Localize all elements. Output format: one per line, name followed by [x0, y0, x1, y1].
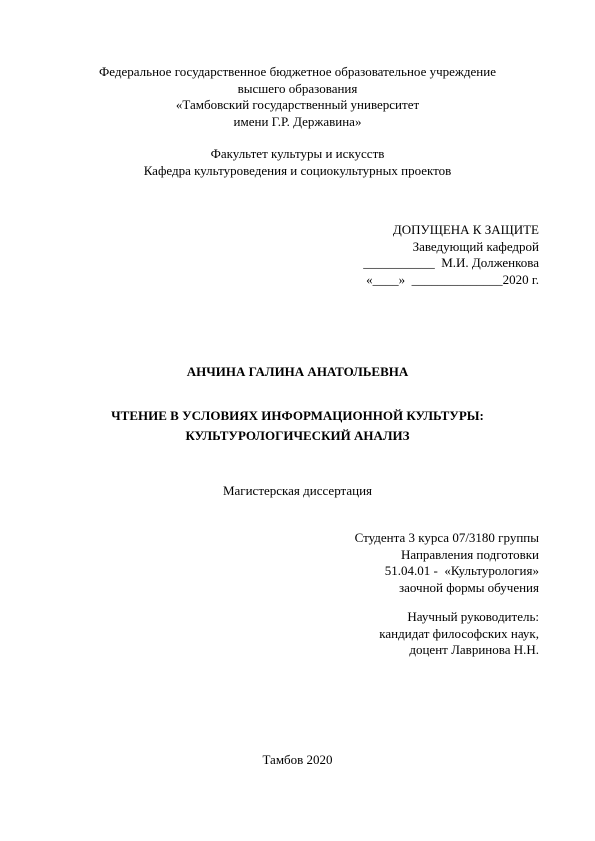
- approval-signature: ___________ М.И. Долженкова: [363, 255, 539, 270]
- university-header: [0, 64, 595, 130]
- supervisor-degree: кандидат философских наук,: [379, 625, 539, 641]
- header-line-3: «Тамбовский государственный университет: [175, 97, 420, 112]
- thesis-title-line-2: КУЛЬТУРОЛОГИЧЕСКИЙ АНАЛИЗ: [185, 427, 410, 443]
- thesis-title-line-1: ЧТЕНИЕ В УСЛОВИЯХ ИНФОРМАЦИОННОЙ КУЛЬТУРЫ:: [111, 408, 484, 423]
- faculty-name: Факультет культуры и искусств: [210, 146, 385, 161]
- header-line-4: имени Г.Р. Державина»: [233, 113, 362, 129]
- approval-position: Заведующий кафедрой: [412, 238, 539, 254]
- header-line-1: Федеральное государственное бюджетное образовательное учреждение: [99, 64, 496, 79]
- department-name: Кафедра культуроведения и социокультурных проектов: [143, 162, 452, 178]
- student-direction-label: Направления подготовки: [400, 546, 539, 562]
- supervisor-block: [250, 609, 539, 659]
- thesis-title: [0, 406, 595, 445]
- supervisor-name: доцент Лавринова Н.Н.: [409, 642, 539, 657]
- student-study-form: заочной формы обучения: [398, 579, 539, 595]
- faculty-block: [0, 146, 595, 179]
- work-type: Магистерская диссертация: [222, 483, 373, 498]
- city-year: Тамбов 2020: [262, 752, 333, 767]
- author-name: АНЧИНА ГАЛИНА АНАТОЛЬЕВНА: [186, 364, 409, 379]
- supervisor-label: Научный руководитель:: [407, 609, 539, 624]
- approval-heading: ДОПУЩЕНА К ЗАЩИТЕ: [392, 222, 539, 237]
- student-block: [250, 530, 539, 596]
- student-course-group: Студента 3 курса 07/3180 группы: [354, 530, 539, 545]
- student-direction-code: 51.04.01 - «Культурология»: [384, 563, 539, 578]
- approval-block: [250, 222, 539, 288]
- header-line-2: высшего образования: [237, 80, 358, 96]
- approval-date: «____» ______________2020 г.: [366, 271, 539, 287]
